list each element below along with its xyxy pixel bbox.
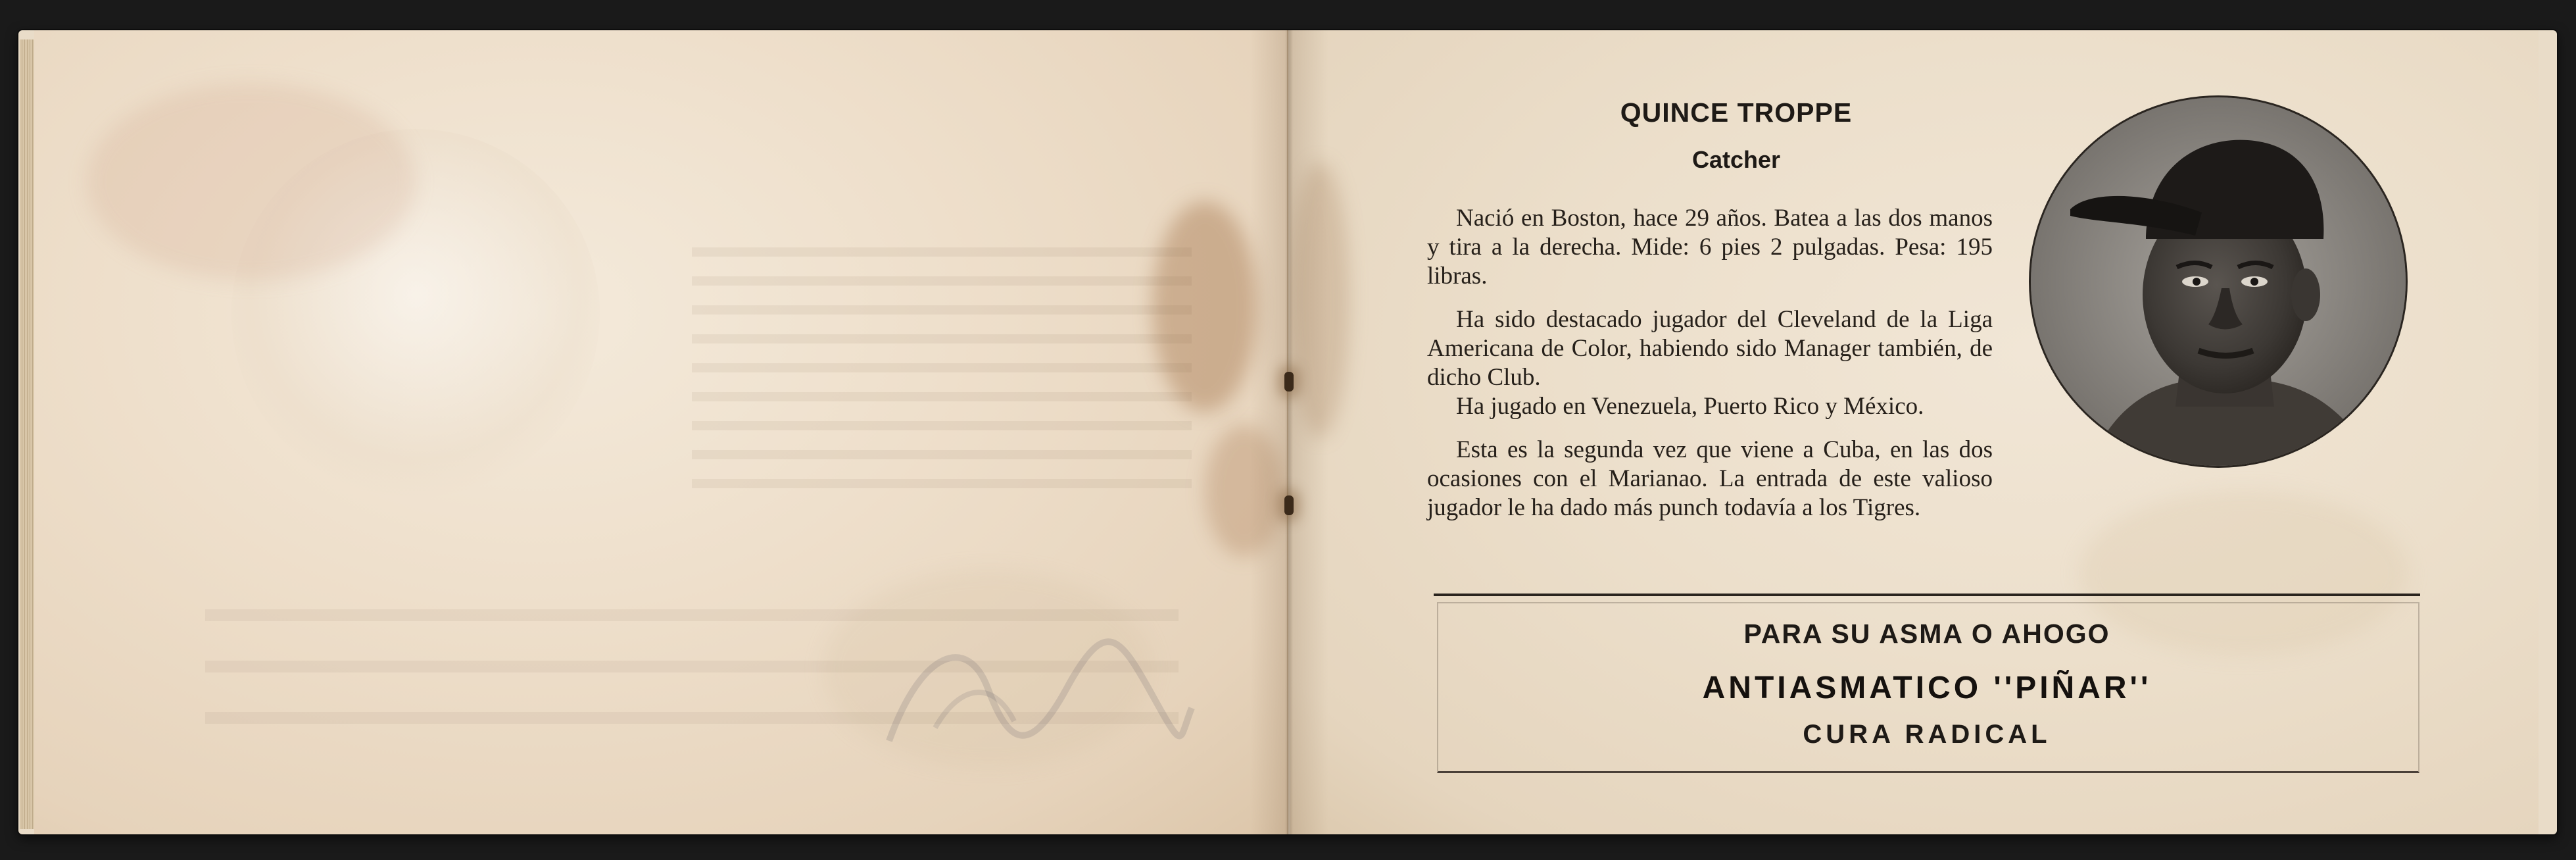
player-bio xyxy=(1427,204,1993,537)
divider-rule xyxy=(1434,594,2420,596)
player-portrait-image xyxy=(2031,97,2406,466)
show-through-photo xyxy=(231,129,600,497)
show-through-text xyxy=(692,247,1192,508)
ad-product-name: ANTIASMATICO ''PIÑAR'' xyxy=(1702,670,2152,705)
bio-paragraph: Ha sido destacado jugador del Cleveland de la Liga Americana de Color, habiendo sido Manager también, de dicho Club. xyxy=(1427,306,1993,391)
show-through-signature xyxy=(869,609,1198,780)
player-name: QUINCE TROPPE xyxy=(1620,97,1853,128)
bio-paragraph: Ha jugado en Venezuela, Puerto Rico y México. xyxy=(1456,393,1924,420)
ad-tagline: CURA RADICAL xyxy=(1803,720,2051,749)
bio-paragraph: Nació en Boston, hace 29 años. Batea a las dos manos y tira a la derecha. Mide: 6 pies 2 pulgadas. Pesa: 195 libras. xyxy=(1427,205,1993,290)
left-page xyxy=(34,30,1288,834)
page-edges xyxy=(20,39,34,829)
player-position: Catcher xyxy=(1691,146,1781,173)
ad-headline: PARA SU ASMA O AHOGO xyxy=(1743,619,2110,649)
staple xyxy=(1284,495,1294,515)
staple xyxy=(1284,372,1294,392)
bio-paragraph: Esta es la segunda vez que viene a Cuba, en las dos ocasiones con el Marianao. La entrada de este valioso jugador le ha dado más punch todavía a los Tigres. xyxy=(1427,436,1993,521)
stain xyxy=(1290,162,1349,438)
stain xyxy=(1205,425,1284,557)
player-portrait xyxy=(2029,95,2408,468)
